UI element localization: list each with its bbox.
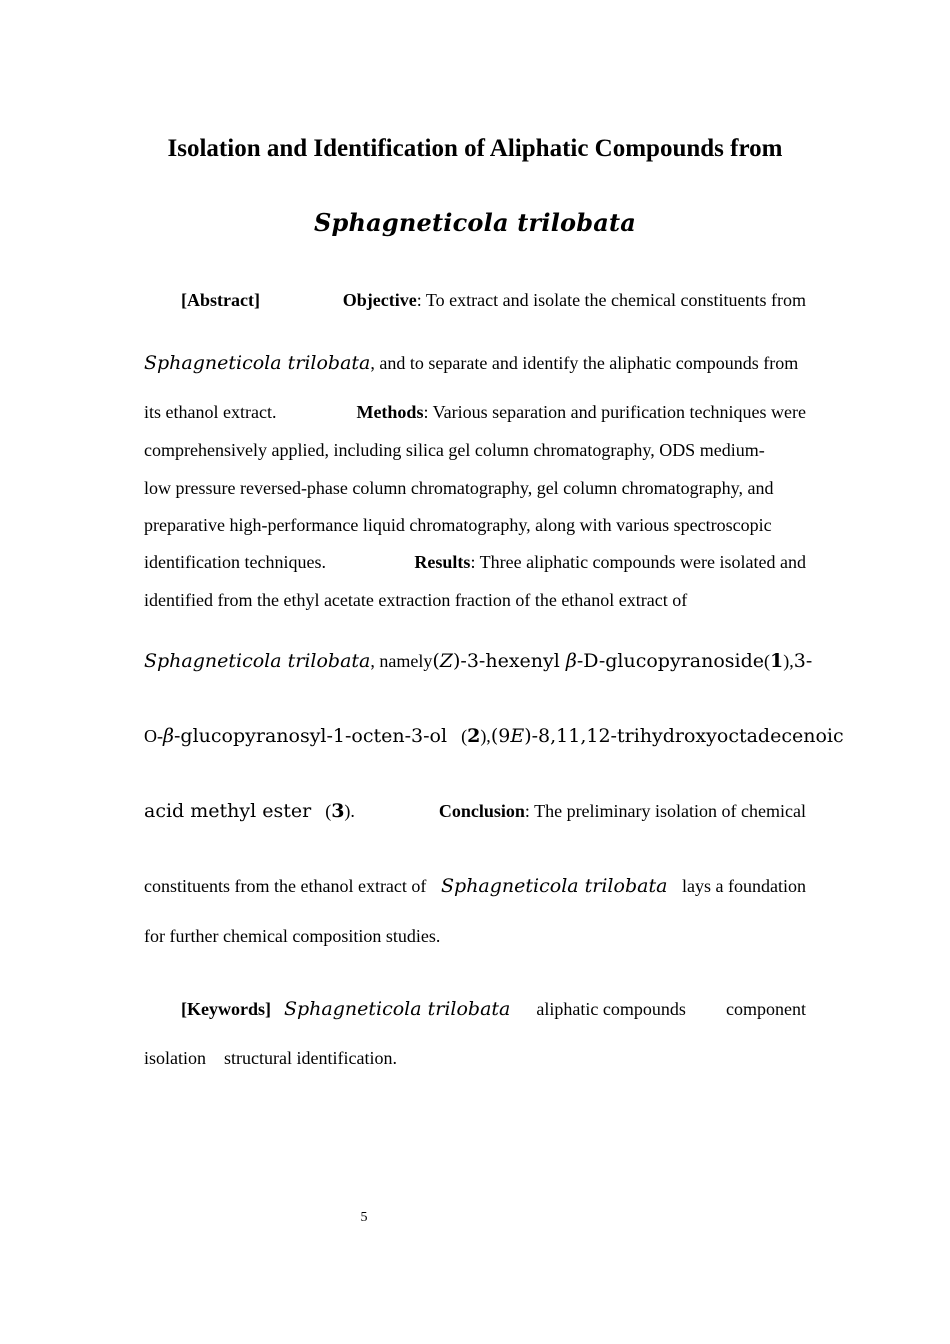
conclusion-label: Conclusion bbox=[438, 801, 525, 821]
abstract-line-6 bbox=[144, 515, 806, 536]
abstract-line-2 bbox=[144, 352, 806, 374]
abstract-line-7 bbox=[144, 552, 806, 573]
objective-text-3: its ethanol extract. bbox=[144, 402, 277, 422]
abstract-line-5 bbox=[144, 478, 806, 499]
compound-3-name: (9E)-8,11,12-trihydroxyoctadecenoic bbox=[490, 725, 844, 747]
methods-segment bbox=[356, 402, 806, 423]
species-name: Sphagneticola trilobata bbox=[144, 352, 371, 374]
methods-text-1: : Various separation and purification techniques were bbox=[423, 402, 806, 422]
compound-1-label: (1), bbox=[764, 650, 794, 672]
conclusion-text-3: lays a foundation bbox=[682, 876, 806, 896]
compound-1-name: (Z)-3-hexenyl β-D-glucopyranoside bbox=[432, 650, 765, 672]
abstract-line-12 bbox=[144, 875, 806, 897]
species-name: Sphagneticola trilobata bbox=[144, 650, 371, 672]
page-number: 5 bbox=[360, 1210, 368, 1225]
keyword-species: Sphagneticola trilobata bbox=[283, 998, 511, 1020]
keywords-line-2 bbox=[144, 1048, 806, 1069]
methods-text-5: identification techniques. bbox=[144, 552, 326, 572]
conclusion-text-2: constituents from the ethanol extract of bbox=[144, 876, 427, 896]
methods-text-4: preparative high-performance liquid chromatography, along with various spectroscopic bbox=[144, 515, 772, 535]
abstract-line-8 bbox=[144, 590, 806, 611]
results-text-2: identified from the ethyl acetate extraction fraction of the ethanol extract of bbox=[144, 590, 688, 610]
methods-text-3: low pressure reversed-phase column chromatography, gel column chromatography, and bbox=[144, 478, 774, 498]
compound-3-tail: acid methyl ester (3). bbox=[144, 800, 355, 822]
keyword-structural: structural identification. bbox=[224, 1048, 397, 1068]
keywords-line-1 bbox=[181, 998, 806, 1020]
methods-label: Methods bbox=[356, 402, 424, 422]
paper-title-line-2: Sphagneticola trilobata bbox=[313, 208, 636, 237]
objective-segment bbox=[343, 290, 806, 311]
abstract-line-11 bbox=[144, 800, 806, 822]
abstract-label: [Abstract] bbox=[181, 290, 260, 310]
compound-2-name: O-β-glucopyranosyl-1-octen-3-ol (2), bbox=[144, 725, 491, 747]
conclusion-segment bbox=[439, 801, 806, 822]
namely-text: , namely bbox=[370, 651, 433, 671]
keyword-isolation: isolation bbox=[144, 1048, 206, 1068]
conclusion-text-4: for further chemical composition studies. bbox=[144, 926, 441, 946]
results-label: Results bbox=[414, 552, 471, 572]
objective-label: Objective bbox=[342, 290, 417, 310]
keyword-aliphatic: aliphatic compounds bbox=[536, 999, 686, 1019]
abstract-line-4 bbox=[144, 440, 806, 461]
abstract-line-3 bbox=[144, 402, 806, 423]
keyword-component: component bbox=[726, 999, 806, 1019]
abstract-line-10 bbox=[144, 725, 844, 747]
objective-text-2: , and to separate and identify the aliphatic compounds from bbox=[370, 353, 799, 373]
objective-text-1: : To extract and isolate the chemical constituents from bbox=[416, 290, 806, 310]
species-name: Sphagneticola trilobata bbox=[441, 875, 668, 897]
conclusion-text-1: : The preliminary isolation of chemical bbox=[524, 801, 806, 821]
species-segment bbox=[144, 650, 432, 672]
paper-title-line-1: Isolation and Identification of Aliphatic Compounds from bbox=[167, 135, 783, 162]
results-text-1: : Three aliphatic compounds were isolated and bbox=[470, 552, 806, 572]
compound-2-prefix: 3- bbox=[793, 650, 813, 672]
methods-text-2: comprehensively applied, including silica gel column chromatography, ODS medium- bbox=[144, 440, 765, 460]
abstract-line-9 bbox=[144, 650, 813, 672]
keywords-label: [Keywords] bbox=[181, 999, 271, 1019]
results-segment bbox=[414, 552, 806, 573]
abstract-line-13 bbox=[144, 926, 806, 947]
abstract-line-1 bbox=[181, 290, 806, 311]
